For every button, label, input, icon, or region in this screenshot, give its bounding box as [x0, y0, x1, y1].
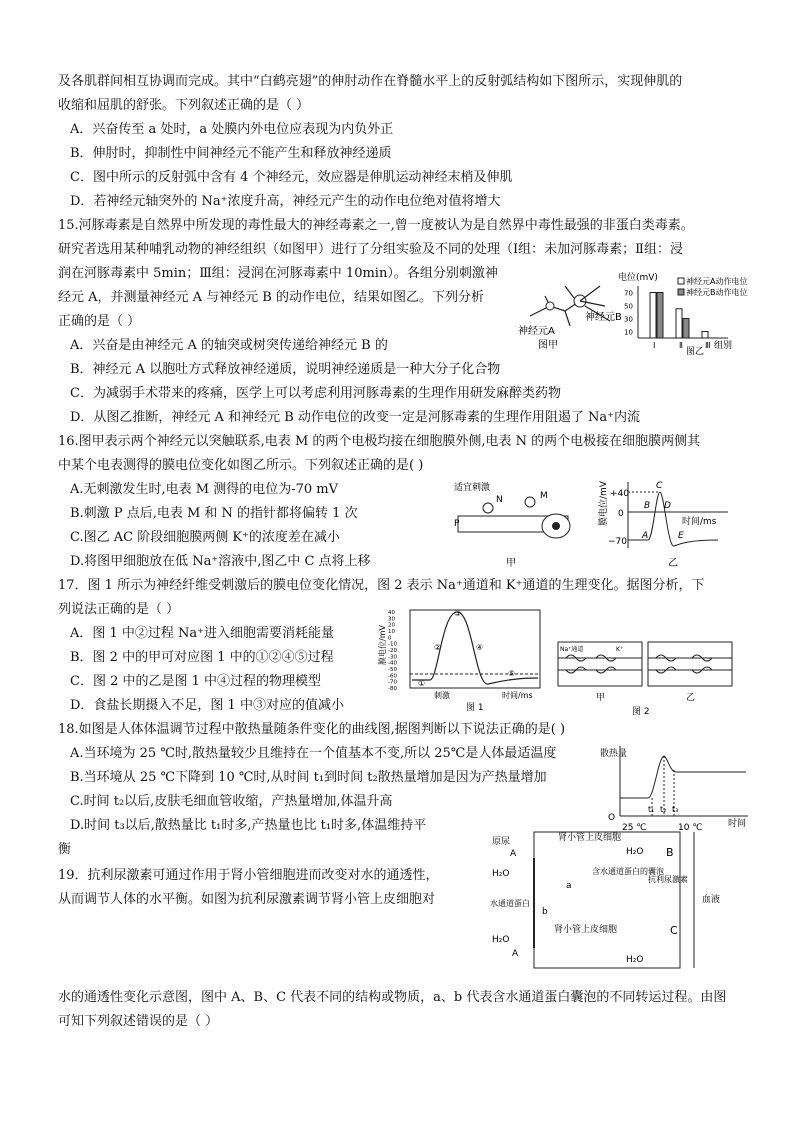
q19-line-3: 水的通透性变化示意图，图中 A、B、C 代表不同的结构或物质，a、b 代表含水通道蛋白囊泡的不同转运过程。由图	[58, 990, 727, 1005]
q15-ytick-label: 30	[624, 315, 633, 324]
q15-line-2: 研究者选用某种哺乳动物的神经组织（如图甲）进行了分组实验及不同的处理（Ⅰ组：未加河豚毒素；Ⅱ组：浸	[58, 242, 683, 257]
q19-a-down: A	[512, 949, 519, 959]
q15-option-b: B．神经元 A 以胞吐方式释放神经递质，说明神经递质是一种大分子化合物	[70, 362, 501, 377]
q16-yi-point-c: C	[656, 481, 663, 491]
q19-nang: 含水通道蛋白的囊泡	[592, 867, 664, 876]
q16-n-label: N	[496, 495, 503, 505]
q15-legend-a-swatch	[678, 278, 684, 284]
q17-fig1-ytick: -20	[388, 648, 397, 654]
q17-fig1-caption: 图 1	[466, 703, 484, 713]
q17-fig1-ytick: 20	[388, 622, 395, 629]
q16-line-2: 中某个电表测得的膜电位变化如图乙所示。下列叙述正确的是( )	[58, 458, 424, 473]
q16-caption-yi: 乙	[668, 558, 678, 569]
q16-figure-yi	[598, 478, 738, 570]
q16-option-a: A.无刺激发生时,电表 M 测得的电位为-70 mV	[70, 482, 339, 497]
q15-bar-a	[702, 332, 708, 339]
q17-option-b: B．图 2 中的甲可对应图 1 中的①②④⑤过程	[70, 650, 334, 665]
q18-option-d-cont: 衡	[58, 842, 72, 857]
q17-line-1: 17．图 1 所示为神经纤维受刺激后的膜电位变化情况，图 2 表示 Na⁺通道和 K⁺通道的生理变化。据图分析，下	[58, 578, 705, 593]
q18-x25: 25 ℃	[622, 823, 647, 833]
q17-figure-2	[556, 640, 736, 716]
q18-figure	[598, 742, 758, 834]
q16-yi-point-d: D	[664, 501, 671, 511]
q17-option-a: A．图 1 中②过程 Na⁺进入细胞需要消耗能量	[70, 626, 335, 641]
q15-xtick-label: Ⅰ	[653, 341, 656, 350]
q19-a-up: A	[510, 849, 517, 859]
q16-meter-m	[525, 497, 535, 507]
q16-meter-n	[483, 503, 493, 513]
q19-figure	[488, 828, 738, 976]
q17-fig1-ytick: 10	[388, 629, 395, 635]
q15-option-c: C．为减弱手术带来的疼痛，医学上可以考虑利用河豚毒素的生理作用研发麻醉类药物	[70, 386, 561, 401]
q17-fig2-cap-jia: 甲	[596, 693, 606, 703]
q16-option-b: B.刺激 P 点后,电表 M 和 N 的指针都将偏转 1 次	[70, 506, 358, 521]
q15-line-1: 15.河豚毒素是自然界中所发现的毒性最大的神经毒素之一,曾一度被认为是自然界中毒性最强的非蛋白类毒素。	[58, 218, 694, 233]
q16-option-c: C.图乙 AC 阶段细胞膜两侧 K⁺的浓度差在减小	[70, 530, 340, 545]
q19-h2o-2: H₂O	[492, 869, 510, 879]
q17-fig1-ytick: 30	[388, 616, 395, 623]
q15-jia-label-b: 神经元B	[585, 312, 622, 323]
q16-figure-jia	[448, 478, 594, 570]
q17-fig1-ylabel: 膜电位/mV	[378, 625, 387, 665]
q14-option-c: C．图中所示的反射弧中含有 4 个神经元，效应器是伸肌运动神经末梢及伸肌	[70, 170, 513, 185]
q14-line-2: 收缩和屈肌的舒张。下列叙述正确的是（ ）	[58, 98, 310, 113]
q17-fig2-cap-yi: 乙	[686, 693, 696, 703]
q15-chart-caption: 图乙	[686, 347, 705, 356]
q19-line-1: 19．抗利尿激素可通过作用于肾小管细胞进而改变对水的通透性，	[58, 868, 439, 883]
q14-option-b: B．伸肘时，抑制性中间神经元不能产生和释放神经递质	[70, 146, 392, 161]
q17-fig1-mark-5: ⑤	[508, 669, 516, 678]
q15-legend-a: 神经元A动作电位	[686, 277, 748, 286]
q15-ytick-label: 70	[624, 289, 633, 298]
q17-fig1-ytick: 0	[388, 635, 392, 642]
q17-fig2-na: Na⁺通道	[560, 646, 584, 653]
q17-fig1-ytick: -70	[388, 679, 397, 686]
q16-yi-point-e: E	[678, 531, 684, 541]
q19-h2o-3: H₂O	[492, 935, 510, 945]
q19-line-2: 从而调节人体的水平衡。如图为抗利尿激素调节肾小管上皮细胞对	[58, 892, 436, 907]
q16-yi-yzero: 0	[618, 509, 624, 519]
q16-yi-ytop: +40	[610, 489, 629, 499]
q19-h2o-1: H₂O	[626, 847, 644, 857]
q18-line-1: 18.如图是人体体温调节过程中散热量随条件变化的曲线图,据图判断以下说法正确的是( )	[58, 722, 566, 737]
q15-line-5: 正确的是（ ）	[58, 314, 141, 329]
q16-option-d: D.将图甲细胞放在低 Na⁺溶液中,图乙中 C 点将上移	[70, 554, 371, 569]
q15-chart-xlabel: 组别	[714, 341, 733, 351]
q19-B: B	[666, 846, 674, 859]
q16-p-label: P	[454, 519, 460, 529]
q18-option-b: B.当环境从 25 ℃下降到 10 ℃时,从时间 t₁到时间 t₂散热量增加是因为产热量增加	[70, 770, 547, 785]
q15-legend-b-swatch	[678, 289, 684, 295]
q15-line-3: 润在河豚毒素中 5min；Ⅲ组：浸润在河豚毒素中 10min）。各组分别刺激神	[58, 266, 498, 281]
q18-option-c: C.时间 t₂以后,皮肤毛细血管收缩，产热量增加,体温升高	[70, 794, 393, 809]
q19-a: a	[566, 881, 572, 891]
q17-fig1-ytick: -40	[388, 660, 397, 667]
q17-fig1-ytick: -10	[388, 641, 397, 648]
q17-line-2: 列说法正确的是（ ）	[58, 602, 180, 617]
q17-fig1-mark-1: ①	[418, 679, 426, 688]
q15-ytick-label: 10	[624, 328, 633, 337]
q17-option-d: D．食盐长期摄入不足，图 1 中③对应的值减小	[70, 698, 344, 713]
q15-option-a: A．兴奋是由神经元 A 的轴突或树突传递给神经元 B 的	[70, 338, 388, 353]
q15-ytick-label: 50	[624, 302, 633, 311]
q17-option-c: C．图 2 中的乙是图 1 中④过程的物理模型	[70, 674, 322, 689]
q15-figure-yi-chart	[616, 268, 766, 356]
q14-option-a: A．兴奋传至 a 处时，a 处膜内外电位应表现为内负外正	[70, 122, 394, 137]
q15-xtick-label: Ⅲ	[705, 341, 711, 350]
q16-line-1: 16.图甲表示两个神经元以突触联系,电表 M 的两个电极均接在细胞膜外侧,电表 N 的两个电极接在细胞膜两侧其	[58, 434, 701, 449]
q18-xlabel: 时间	[728, 819, 747, 829]
q17-figure-1	[372, 606, 548, 714]
q19-top-label: 肾小管上皮细胞	[558, 833, 622, 843]
q18-x10: 10 ℃	[678, 823, 703, 833]
q18-origin: O	[608, 813, 616, 823]
q17-fig2-caption: 图 2	[632, 707, 650, 716]
q17-fig2-k: K⁺	[616, 646, 624, 653]
q17-fig1-stim: 刺激	[434, 691, 450, 700]
q17-fig1-xlabel: 时间/ms	[502, 691, 533, 700]
q14-line-1: 及各肌群间相互协调而完成。其中“白鹤亮翅”的伸肘动作在脊髓水平上的反射弧结构如下图所示，实现伸肌的	[58, 74, 683, 89]
q19-kang: 抗利尿激素	[648, 875, 688, 884]
q18-option-a: A.当环境为 25 ℃时,散热量较少且维持在一个值基本不变,所以 25℃是人体最适温度	[70, 746, 557, 761]
q15-bar-b	[683, 319, 689, 339]
q16-yi-xlabel: 时间/ms	[682, 517, 717, 527]
q15-jia-label-a: 神经元A	[518, 326, 555, 337]
q15-bar-b	[657, 293, 663, 339]
q17-fig1-mark-4: ④	[476, 643, 484, 652]
q15-line-4: 经元 A，并测量神经元 A 与神经元 B 的动作电位，结果如图乙。下列分析	[58, 290, 484, 305]
q16-yi-point-b: B	[644, 501, 651, 511]
q15-figure-jia	[510, 276, 630, 356]
q16-caption-jia: 甲	[506, 558, 516, 569]
q18-t1: t₁	[648, 805, 655, 814]
q15-legend-b: 神经元B动作电位	[686, 288, 748, 297]
q19-xue: 血液	[702, 895, 721, 905]
q18-t3: t₃	[672, 805, 679, 814]
q15-chart-ylabel: 电位(mV)	[618, 273, 658, 283]
q16-stim-label: 适宜刺激	[454, 483, 491, 493]
q18-ylabel: 散热量	[600, 749, 628, 759]
q16-yi-ylabel: 膜电位/mV	[599, 481, 609, 526]
q17-fig1-ytick: -30	[388, 654, 397, 661]
q17-fig1-mark-2: ②	[434, 643, 442, 652]
q18-option-d: D.时间 t₃以后,散热量比 t₁时多,产热量也比 t₁时多,体温维持平	[70, 818, 427, 833]
q15-bar-a	[650, 293, 656, 339]
q17-fig1-ytick: 40	[388, 610, 395, 616]
q16-yi-ybot: −70	[608, 537, 627, 547]
q19-bottom-label: 肾小管上皮细胞	[554, 925, 618, 935]
q17-fig1-ytick: -60	[388, 673, 397, 680]
q17-fig1-ytick: -50	[388, 667, 397, 673]
q19-C: C	[670, 924, 678, 937]
q15-bar-a	[676, 309, 682, 338]
q16-yi-point-a: A	[642, 531, 649, 541]
q16-m-label: M	[540, 491, 548, 501]
q14-option-d: D．若神经元轴突外的 Na⁺浓度升高，神经元产生的动作电位绝对值将增大	[70, 194, 501, 209]
q19-line-4: 可知下列叙述错误的是（ ）	[58, 1014, 219, 1029]
q17-fig1-ytick: -80	[388, 686, 397, 692]
q19-shui: 水通道蛋白	[490, 899, 530, 908]
q15-jia-caption: 图甲	[538, 340, 558, 351]
q15-xtick-label: Ⅱ	[679, 341, 683, 350]
q19-h2o-4: H₂O	[626, 955, 644, 965]
q19-yuan-label: 原尿	[492, 837, 511, 847]
q19-b: b	[542, 907, 548, 917]
q18-t2: t₂	[660, 805, 667, 814]
q17-fig1-mark-3: ③	[454, 609, 462, 618]
q15-option-d: D．从图乙推断，神经元 A 和神经元 B 动作电位的改变一定是河豚毒素的生理作用阻遏了 Na⁺内流	[70, 410, 641, 425]
